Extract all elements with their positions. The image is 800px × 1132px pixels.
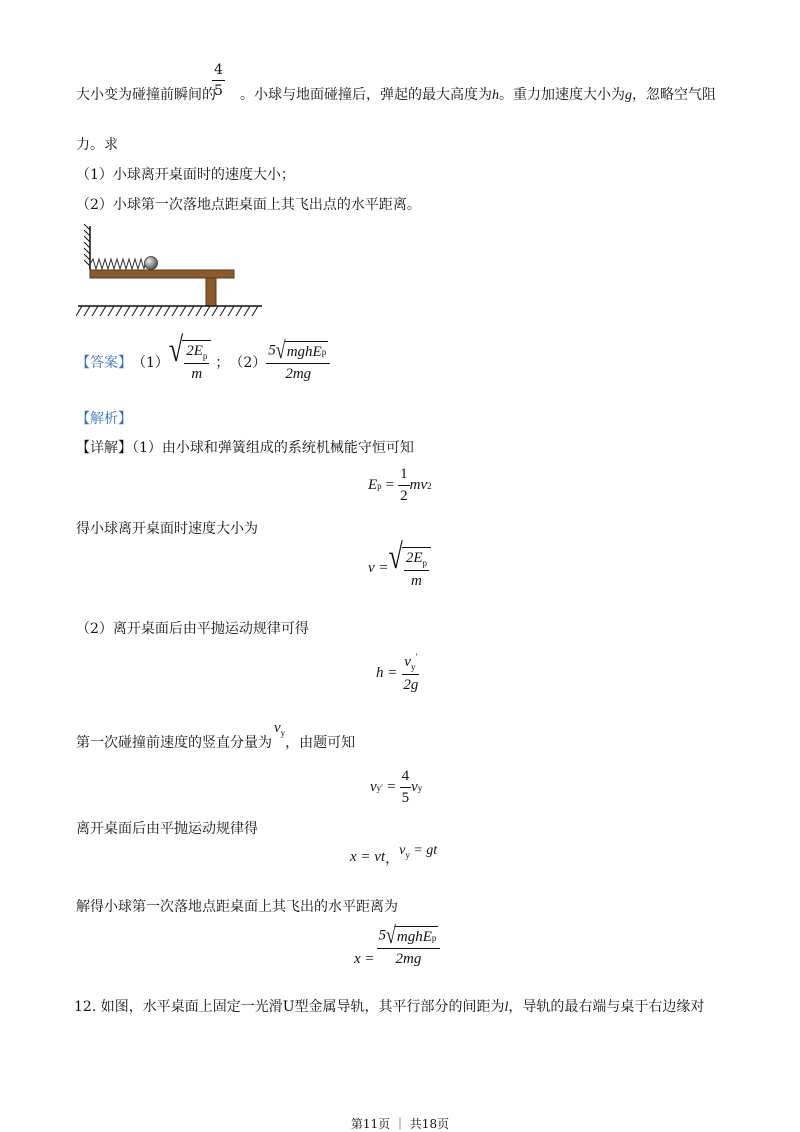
ball — [145, 257, 158, 270]
eq1-rhs: mv — [409, 477, 428, 493]
next-question-line — [74, 1000, 704, 1015]
eq5-bsub: y — [405, 850, 410, 860]
eq2-lhs: v = — [368, 560, 389, 576]
eq3-prime: ′ — [415, 652, 418, 662]
detail-line-4 — [76, 720, 356, 751]
detail-line-1 — [76, 441, 414, 455]
ground-hatch — [76, 306, 258, 316]
detail-tag: 【详解】 — [76, 440, 132, 456]
detail-line-5: 离开桌面后由平抛运动规律得 — [76, 821, 258, 837]
frac-den: 5 — [214, 83, 223, 99]
eq1-sub: p — [377, 480, 382, 491]
ans2-coef: 5 — [268, 341, 276, 358]
problem-line-1 — [76, 88, 716, 103]
eq1-num: 1 — [398, 466, 410, 486]
eq5-comma: ， — [385, 851, 400, 867]
problem-line-2: 力。求 — [76, 137, 118, 153]
equation-4 — [370, 768, 422, 807]
analysis-tag: 【解析】 — [76, 411, 132, 427]
eq3-num: v — [404, 654, 411, 670]
detail-line-3: （2）离开桌面后由平抛运动规律可得 — [76, 621, 309, 637]
text: （1）由小球和弹簧组成的系统机械能守恒可知 — [132, 440, 414, 456]
eq4-prime: ′ — [381, 782, 384, 793]
text: ，由题可知 — [285, 735, 356, 751]
ans2-rad: mghE — [286, 343, 322, 360]
eq6-lhs: x = — [354, 951, 375, 967]
var-l: l — [504, 1000, 509, 1015]
eq1-sup: 2 — [427, 480, 432, 491]
page-footer: 第11页 ｜ 共18页 — [350, 1117, 450, 1131]
equation-1: E p = $\frac{1}{2}$ mv 2 — [368, 466, 432, 504]
answer-part2-label: （2） — [229, 354, 267, 371]
table-leg — [206, 278, 216, 306]
equation-6: x = 5 √ mghE p 2mg — [354, 926, 440, 968]
ans2-sub: p — [321, 347, 327, 357]
s4-sub: y — [280, 728, 286, 738]
eq5-a: x = vt — [350, 849, 386, 865]
detail-line-2: 得小球离开桌面时速度大小为 — [76, 521, 258, 537]
var-g: g — [625, 88, 632, 103]
eq1-den: 2 — [400, 488, 408, 504]
eq3-sub: y — [410, 662, 416, 672]
eq4-sub: y — [376, 782, 382, 793]
spring-ball-table-figure — [76, 224, 266, 320]
text: 12. 如图，水平桌面上固定一光滑U型金属导轨，其平行部分的间距为 — [74, 999, 505, 1015]
eq5-c: = gt — [409, 843, 438, 859]
question-2: （2）小球第一次落地点距桌面上其飞出点的水平距离。 — [76, 197, 421, 213]
question-1: （1）小球离开桌面时的速度大小； — [76, 167, 295, 183]
equation-5 — [350, 843, 438, 868]
answer-part1-label: （1） — [132, 354, 169, 371]
ans1-num: 2E — [186, 343, 203, 359]
eq3-den: 2g — [403, 677, 419, 693]
answer-2-expr: 5 √ mghE p 2mg — [266, 341, 330, 383]
text: 。重力加速度大小为 — [499, 87, 625, 103]
equation-3 — [376, 652, 420, 694]
text: ，导轨的最右端与桌于右边缘对 — [508, 999, 705, 1015]
answer-1-expr: √ $\frac{2E_p}{m}$ — [169, 340, 211, 383]
eq2-den: m — [410, 573, 422, 589]
eq4-den: 5 — [401, 790, 410, 806]
eq4-rhs: v — [411, 779, 418, 795]
ans2-den: 2mg — [285, 365, 312, 382]
eq6-den: 2mg — [395, 951, 422, 967]
text: 第一次碰撞前速度的竖直分量为 — [76, 735, 272, 751]
text: ，忽略空气阻 — [632, 87, 716, 103]
spring — [90, 259, 145, 269]
ans1-sub: p — [202, 351, 208, 361]
eq5-b: v — [399, 843, 406, 859]
var-h: h — [492, 88, 499, 103]
eq4-rsub: y — [417, 782, 423, 793]
eq6-rad: mghE — [396, 929, 432, 945]
frac-num: 4 — [212, 62, 225, 81]
eq2-sub: p — [422, 558, 427, 568]
wall-hatch — [84, 224, 90, 266]
text: 大小变为碰撞前瞬间的 — [76, 87, 216, 103]
table-top — [90, 270, 234, 278]
s4-v: v — [274, 720, 281, 736]
eq2-num: 2E — [405, 550, 423, 566]
ans1-den: m — [191, 366, 203, 382]
answer-sep: ； — [215, 354, 230, 371]
eq6-sub: p — [431, 932, 437, 943]
eq3-lhs: h = — [376, 664, 398, 681]
answer-tag: 【答案】 — [76, 354, 132, 371]
eq4-lhs: v — [370, 779, 377, 795]
equation-2: v = √ $\frac{2E_p}{m}$ — [368, 547, 431, 590]
answer-line — [76, 329, 330, 383]
eq6-coef: 5 — [378, 927, 387, 944]
text: 。小球与地面碰撞后，弹起的最大高度为 — [240, 87, 492, 103]
eq4-eq: = — [387, 779, 396, 795]
eq4-num: 4 — [400, 768, 412, 788]
detail-line-6: 解得小球第一次落地点距桌面上其飞出的水平距离为 — [76, 899, 398, 915]
eq1-lhs: E — [368, 477, 378, 493]
